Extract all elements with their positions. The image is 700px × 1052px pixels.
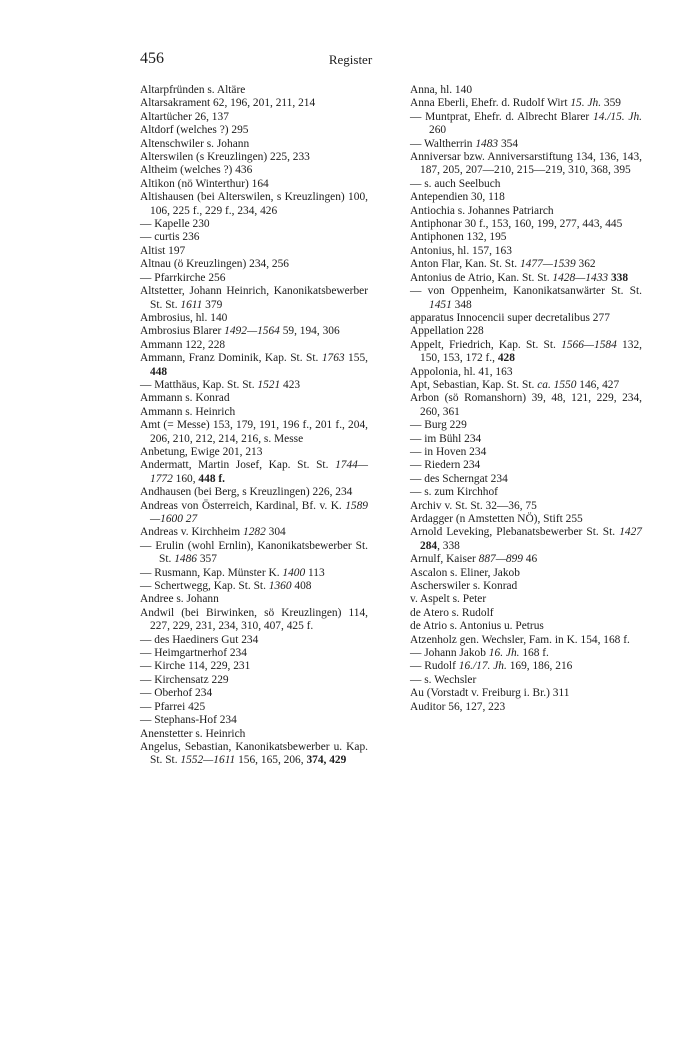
index-entry: Ascherswiler s. Konrad (410, 580, 518, 593)
index-subentry: — s. Wechsler (410, 674, 642, 687)
index-entry: Altartücher 26, 137 (140, 110, 229, 123)
index-entry: Altist 197 (140, 244, 186, 257)
index-subentry: — Rusmann, Kap. Münster K. 1400 113 (140, 567, 368, 580)
index-entry: Andree s. Johann (140, 593, 219, 606)
index-entry: Appolonia, hl. 41, 163 (410, 365, 513, 378)
index-entry: Anton Flar, Kan. St. St. 1477—1539 362 (410, 258, 596, 271)
index-entry: Altarpfründen s. Altäre (140, 84, 246, 96)
index-entry: Ammann, Franz Dominik, Kap. St. St. 1763 155, 448 (140, 352, 368, 378)
index-entry: Angelus, Sebastian, Kanonikatsbewerber u. Kap. St. St. 1552—1611 156, 165, 206, 374, 429 (140, 740, 368, 767)
index-entry: Anbetung, Ewige 201, 213 (140, 445, 263, 458)
index-entry: Andhausen (bei Berg, s Kreuzlingen) 226, 234 (140, 486, 353, 499)
index-entry: Ambrosius, hl. 140 (140, 311, 228, 324)
index-entry: Anniversar bzw. Anniversarstiftung 134, 136, 143, 187, 205, 207—210, 215—219, 310, 368, 395 (410, 151, 642, 177)
index-subentry: — s. zum Kirchhof (410, 486, 642, 499)
index-entry: Atzenholz gen. Wechsler, Fam. in K. 154, 168 f. (410, 633, 630, 646)
index-entry: apparatus Innocencii super decretalibus 277 (410, 311, 610, 324)
index-entry: Ammann s. Heinrich (140, 405, 236, 418)
index-subentry: — Erulin (wohl Ernlin), Kanonikatsbewerber St. St. 1486 357 (140, 540, 368, 567)
index-entry: Archiv v. St. St. 32—36, 75 (410, 499, 537, 512)
index-entry: de Atrio s. Antonius u. Petrus (410, 620, 544, 633)
index-entry: Appellation 228 (410, 325, 484, 338)
index-subentry: — Burg 229 (410, 419, 642, 432)
index-entry: Alterswilen (s Kreuzlingen) 225, 233 (140, 151, 310, 164)
index-entry: Andreas v. Kirchheim 1282 304 (140, 526, 286, 539)
index-subentry: — im Bühl 234 (410, 433, 642, 446)
index-entry: Amt (= Messe) 153, 179, 191, 196 f., 201 f., 204, 206, 210, 212, 214, 216, s. Messe (140, 419, 368, 445)
index-entry: Apt, Sebastian, Kap. St. St. ca. 1550 146, 427 (410, 378, 620, 391)
index-entry: Ardagger (n Amstetten NÖ), Stift 255 (410, 513, 583, 525)
index-entry: Altdorf (welches ?) 295 (140, 124, 249, 137)
index-subentry: — des Scherngat 234 (410, 473, 642, 486)
index-entry: Anna Eberli, Ehefr. d. Rudolf Wirt 15. Jh. 359 (410, 97, 621, 110)
index-entry: Arbon (sö Romanshorn) 39, 48, 121, 229, 234, 260, 361 (410, 392, 642, 418)
index-subentry: — Riedern 234 (410, 459, 642, 472)
index-entry: Altarsakrament 62, 196, 201, 211, 214 (140, 97, 316, 110)
index-entry: Andreas von Österreich, Kardinal, Bf. v. K. 1589—1600 27 (140, 499, 368, 525)
index-entry: Altnau (ö Kreuzlingen) 234, 256 (140, 258, 289, 271)
index-entry: Altstetter, Johann Heinrich, Kanonikatsbewerber St. St. 1611 379 (140, 285, 368, 311)
index-subentry: — Pfarrei 425 (140, 701, 368, 714)
index-entry: Antependien 30, 118 (410, 191, 505, 204)
index-subentry: — Schertwegg, Kap. St. St. 1360 408 (140, 580, 368, 593)
index-entry: Auditor 56, 127, 223 (410, 700, 506, 713)
index-column-left (140, 84, 368, 768)
index-entry: Ambrosius Blarer 1492—1564 59, 194, 306 (140, 325, 340, 338)
index-subentry: — von Oppenheim, Kanonikatsanwärter St. St. 1451 348 (410, 285, 642, 312)
index-entry: Arnold Leveking, Plebanatsbewerber St. St. 1427 284, 338 (410, 526, 642, 552)
index-subentry: — curtis 236 (140, 231, 368, 244)
index-entry: v. Aspelt s. Peter (410, 593, 487, 606)
index-entry: Altenschwiler s. Johann (140, 137, 250, 150)
index-entry: Ascalon s. Eliner, Jakob (410, 566, 520, 579)
index-entry: Antiphonen 132, 195 (410, 231, 507, 244)
index-subentry: — Rudolf 16./17. Jh. 169, 186, 216 (410, 660, 642, 673)
index-entry: Anenstetter s. Heinrich (140, 727, 246, 740)
index-entry: Antiochia s. Johannes Patriarch (410, 204, 554, 217)
index-subentry: — s. auch Seelbuch (410, 178, 642, 191)
index-subentry: — Waltherrin 1483 354 (410, 138, 642, 151)
index-subentry: — Kirche 114, 229, 231 (140, 660, 368, 673)
index-entry: Altikon (nö Winterthur) 164 (140, 177, 269, 190)
index-entry: Ammann s. Konrad (140, 392, 230, 405)
index-entry: Ammann 122, 228 (140, 338, 226, 351)
index-subentry: — Stephans-Hof 234 (140, 714, 368, 727)
index-entry: Altishausen (bei Alterswilen, s Kreuzlingen) 100, 106, 225 f., 229 f., 234, 426 (140, 191, 368, 217)
index-subentry: — Heimgartnerhof 234 (140, 647, 368, 660)
index-subentry: — des Haediners Gut 234 (140, 634, 368, 647)
index-subentry: — Kirchensatz 229 (140, 674, 368, 687)
index-entry: Arnulf, Kaiser 887—899 46 (410, 553, 538, 566)
index-subentry: — Muntprat, Ehefr. d. Albrecht Blarer 14./15. Jh. 260 (410, 111, 642, 138)
index-entry: Antiphonar 30 f., 153, 160, 199, 277, 443, 445 (410, 218, 623, 231)
index-entry: Antonius de Atrio, Kan. St. St. 1428—1433 338 (410, 271, 629, 284)
index-entry: Appelt, Friedrich, Kap. St. St. 1566—1584 132, 150, 153, 172 f., 428 (410, 338, 642, 365)
running-title: Register (328, 52, 373, 67)
index-entry: Antonius, hl. 157, 163 (410, 244, 512, 257)
page-number: 456 (140, 50, 164, 67)
index-entry: Andermatt, Martin Josef, Kap. St. St. 1744—1772 160, 448 f. (140, 459, 368, 485)
index-entry: Andwil (bei Birwinken, sö Kreuzlingen) 114, 227, 229, 231, 234, 310, 407, 425 f. (140, 606, 368, 633)
index-subentry: — Pfarrkirche 256 (140, 272, 368, 285)
index-entry: Anna, hl. 140 (410, 84, 473, 96)
index-entry: Au (Vorstadt v. Freiburg i. Br.) 311 (410, 687, 570, 700)
page-header (140, 50, 561, 72)
index-subentry: — in Hoven 234 (410, 446, 642, 459)
index-entry: de Atero s. Rudolf (410, 606, 494, 619)
index-column-right (410, 84, 642, 714)
index-subentry: — Oberhof 234 (140, 687, 368, 700)
index-subentry: — Kapelle 230 (140, 218, 368, 231)
index-subentry: — Johann Jakob 16. Jh. 168 f. (410, 647, 642, 660)
index-entry: Altheim (welches ?) 436 (140, 164, 253, 177)
index-subentry: — Matthäus, Kap. St. St. 1521 423 (140, 379, 368, 392)
